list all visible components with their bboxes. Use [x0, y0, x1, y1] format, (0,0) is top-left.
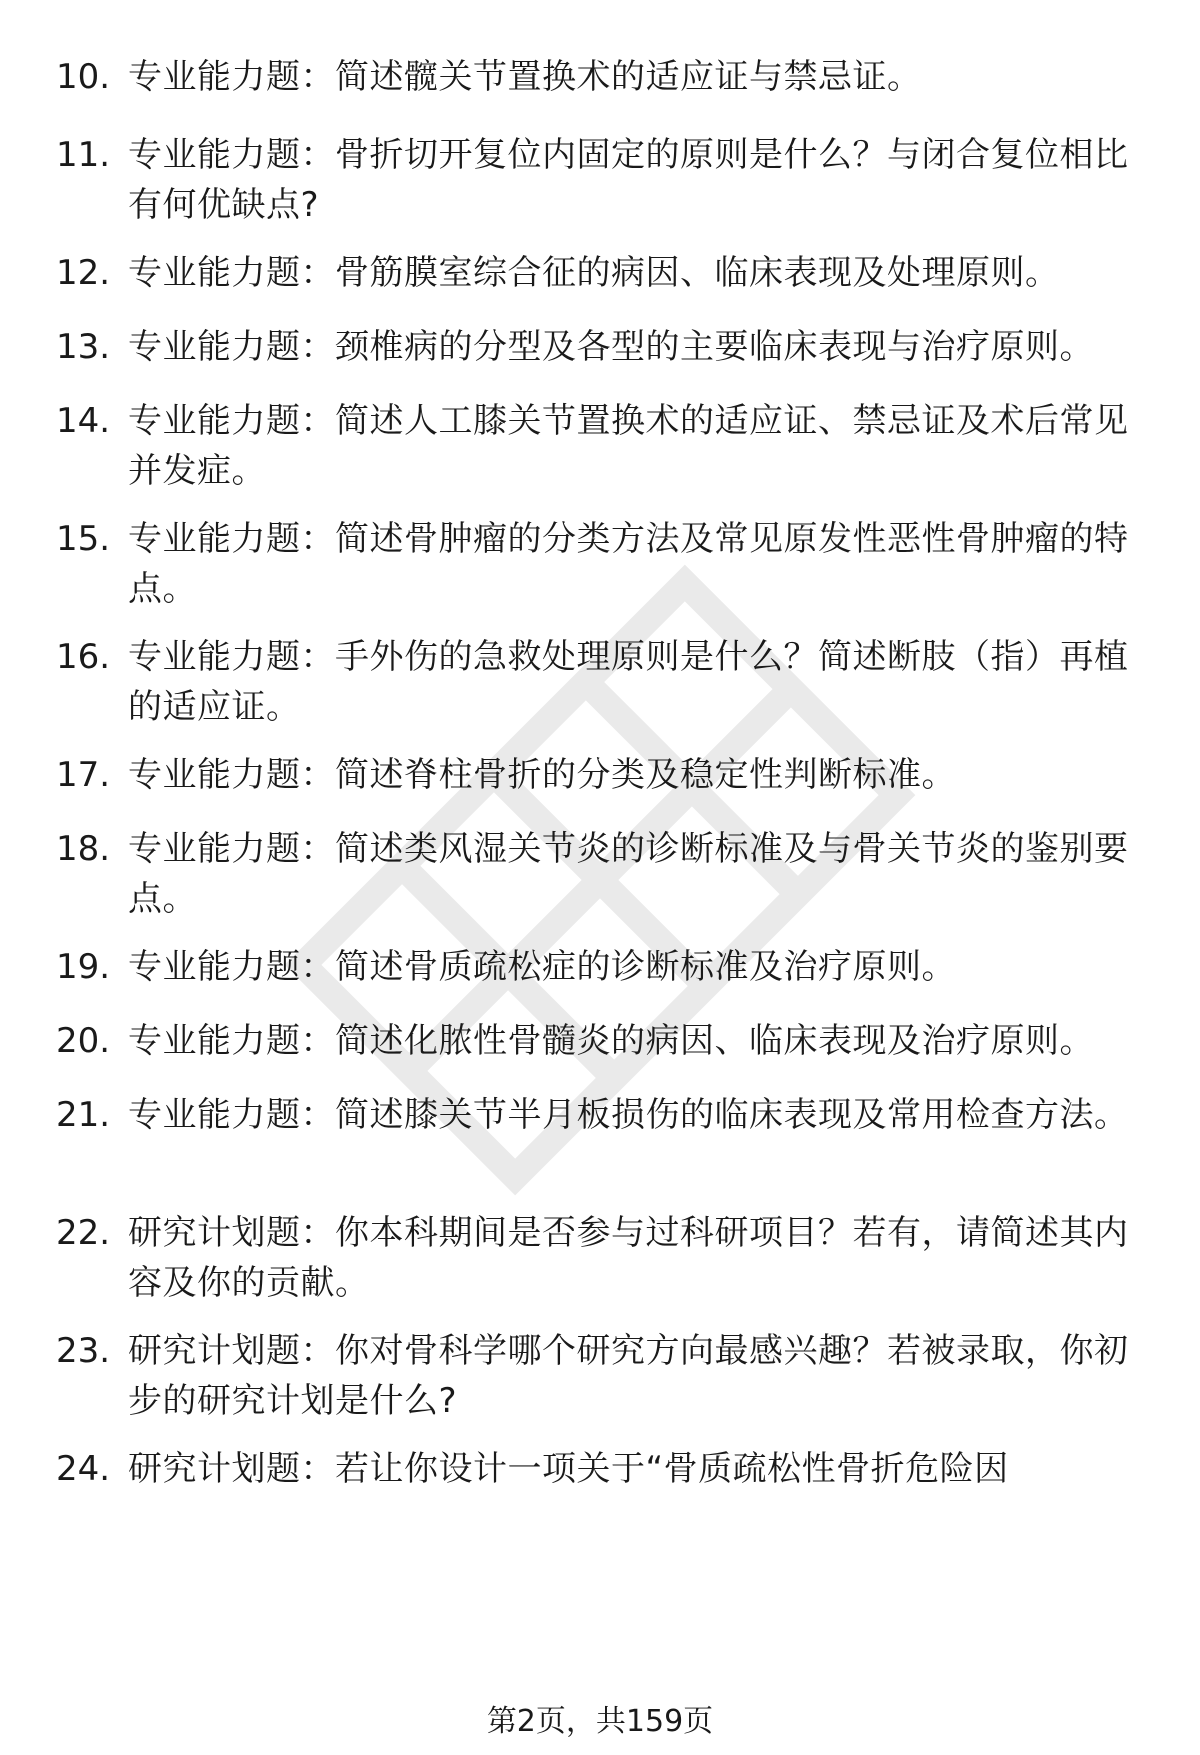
question-text: 研究计划题：你本科期间是否参与过科研项目？若有，请简述其内容及你的贡献。: [128, 1213, 1129, 1303]
question-text: 专业能力题：简述脊柱骨折的分类及稳定性判断标准。: [128, 755, 956, 795]
question-number: 18.: [56, 829, 111, 869]
question-number: 20.: [56, 1021, 111, 1061]
question-text: 专业能力题：颈椎病的分型及各型的主要临床表现与治疗原则。: [128, 327, 1094, 367]
question-number: 13.: [56, 327, 111, 367]
question-number: 21.: [56, 1095, 111, 1135]
question-number: 14.: [56, 401, 111, 441]
question-number: 17.: [56, 755, 111, 795]
question-text: 专业能力题：手外伤的急救处理原则是什么？简述断肢（指）再植的适应证。: [128, 637, 1129, 727]
question-text: 专业能力题：简述类风湿关节炎的诊断标准及与骨关节炎的鉴别要点。: [128, 829, 1129, 919]
question-number: 19.: [56, 947, 111, 987]
question-text: 研究计划题：你对骨科学哪个研究方向最感兴趣？若被录取，你初步的研究计划是什么?: [128, 1331, 1129, 1421]
question-text: 专业能力题：骨筋膜室综合征的病因、临床表现及处理原则。: [128, 253, 1060, 293]
question-text: 专业能力题：简述髋关节置换术的适应证与禁忌证。: [128, 57, 922, 97]
question-text: 专业能力题：简述化脓性骨髓炎的病因、临床表现及治疗原则。: [128, 1021, 1094, 1061]
question-number: 11.: [56, 135, 111, 175]
question-text: 专业能力题：简述膝关节半月板损伤的临床表现及常用检查方法。: [128, 1095, 1129, 1135]
page-number-footer: 第2页，共159页: [486, 1704, 714, 1739]
question-text: 专业能力题：简述人工膝关节置换术的适应证、禁忌证及术后常见并发症。: [128, 401, 1129, 491]
question-text: 研究计划题：若让你设计一项关于“骨质疏松性骨折危险因: [128, 1449, 1009, 1489]
question-number: 16.: [56, 637, 111, 677]
question-text: 专业能力题：骨折切开复位内固定的原则是什么？与闭合复位相比有何优缺点?: [128, 135, 1129, 225]
question-number: 15.: [56, 519, 111, 559]
question-text: 专业能力题：简述骨质疏松症的诊断标准及治疗原则。: [128, 947, 956, 987]
question-number: 23.: [56, 1331, 111, 1371]
question-text: 专业能力题：简述骨肿瘤的分类方法及常见原发性恶性骨肿瘤的特点。: [128, 519, 1129, 609]
question-number: 22.: [56, 1213, 111, 1253]
question-number: 12.: [56, 253, 111, 293]
question-number: 24.: [56, 1449, 111, 1489]
question-number: 10.: [56, 57, 111, 97]
